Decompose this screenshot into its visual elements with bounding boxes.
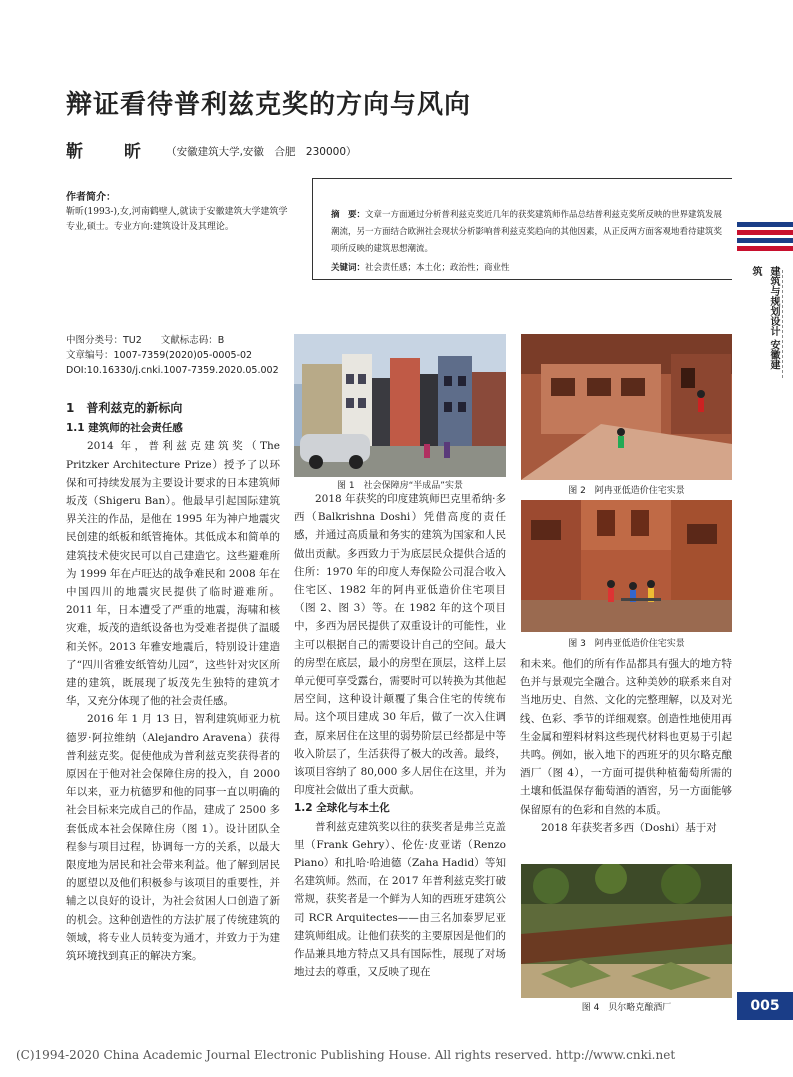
footer-copyright: (C)1994-2020 China Academic Journal Electronic Publishing House. All rights reserved. http://www.cnki.net [16,1048,676,1062]
section-heading: 1 普利兹克的新标向 [66,401,183,415]
journal-flag-icon [737,222,793,254]
abstract-box [312,178,732,280]
author-line [66,137,357,162]
flag-bar [737,230,793,235]
flag-bar [737,246,793,251]
author-bio [66,190,288,235]
article-metadata [66,333,288,378]
body-column-1 [66,399,280,965]
abstract [331,207,724,258]
abstract-text: 文章一方面通过分析普利兹克奖近几年的获奖建筑师作品总结普利兹克奖所反映的世界建筑发展潮流，另一方面结合欧洲社会现状分析影响普利兹克奖趋向的其他因素，从正反两方面客观地看待建筑奖项所反映的建筑思想潮流。 [331,210,723,254]
doi: DOI:10.16330/j.cnki.1007-7359.2020.05.002 [66,365,279,376]
subsection-heading: 1.2 全球化与本土化 [294,802,390,815]
paragraph: 2014 年，普利兹克建筑奖（The Pritzker Architecture Prize）授予了以环保和可持续发展为主要设计要求的日本建筑师坂茂（Shigeru Ban）。他最早引起国际建筑界关注的作品，是他在 1995 年为神户地震灾民创建的纸板和纸管掩体。其低成本和简单的建筑技术使灾民可以自己建造它。这些避难所为 1999 年在卢旺达的战争难民和 2008 年在中国四川的地震灾民提供了临时避难所。2011 年，日本遭受了严重的地震，海啸和核灾难，坂茂的造纸设备也为受难者提供了温暖和关怀。2013 年雅安地震后，特别设计建造了“四川省雅安纸管幼儿园”，这些针对灾区所建的建筑，既展现了坂茂先生独特的建筑才华，又充分体现了他的社会责任感。 [66,440,280,708]
article-title: 辩证看待普利兹克奖的方向与风向 [66,90,472,120]
body-column-2 [294,490,506,981]
figure-3-caption: 图 3 阿冉亚低造价住宅实景 [568,639,685,649]
figure-2-caption: 图 2 阿冉亚低造价住宅实景 [568,486,685,496]
side-divider [782,270,783,378]
figure-1-caption: 图 1 社会保障房“半成品”实景 [337,481,463,491]
flag-bar [737,222,793,227]
bio-heading: 作者简介： [66,192,116,203]
flag-bar [737,238,793,243]
body-column-3 [520,655,732,837]
figure-3-photo [521,500,732,632]
bio-text: 靳昕(1993-),女,河南鹤壁人,就读于安徽建筑大学建筑学专业,硕士。专业方向:建筑设计及其理论。 [66,207,288,232]
author-name: 靳 昕 [66,142,153,162]
abstract-label: 摘 要： [331,210,366,220]
paragraph-continued: 和未来。他们的所有作品都具有强大的地方特色并与景观完全融合。这种美妙的联系来自对当地历史、自然、文化的完整理解，以及对光线、色彩、季节的详细观察。创造性地使用再生金属和塑料材料这些现代材料也更易于引起共鸣。例如，嵌入地下的西班牙的贝尔略克酿酒厂（图 4），一方面可提供种植葡萄所需的土壤和低温保存葡萄酒的酒窖，另一方面能够保留原有的色彩和自然的本质。 [520,658,732,816]
figure-4-photo [521,864,732,998]
paragraph: 普利兹克建筑奖以往的获奖者是弗兰克盖里（Frank Gehry）、伦佐·皮亚诺（Renzo Piano）和扎哈·哈迪德（Zaha Hadid）等知名建筑师。然而，在 2017 年普利兹克奖打破常规，获奖者是一个鲜为人知的西班牙建筑公司 RCR Arquitectes——由三名加泰罗尼亚建筑师组成。让他们获奖的主要原因是他们的作品兼具地方特点又具有国际性，展现了对场地过去的尊重，又反映了现在 [294,820,506,979]
figure-4-caption: 图 4 贝尔略克酿酒厂 [581,1003,672,1013]
keywords-text: 社会责任感；本土化；政治性；商业性 [365,263,510,273]
article-number: 文章编号：1007-7359(2020)05-0005-02 [66,350,253,361]
figure-2-photo [521,334,732,480]
subsection-heading: 1.1 建筑师的社会责任感 [66,422,183,435]
page-number: 005 [737,992,793,1020]
paragraph: 2018 年获奖者多西（Doshi）基于对 [541,821,717,834]
keywords-label: 关键词： [331,263,366,273]
section-side-label: 建筑与规划设计 安徽建筑 [750,266,779,370]
keywords [331,260,724,277]
classification-line: 中图分类号：TU2 文献标志码：B [66,335,225,346]
paragraph: 2016 年 1 月 13 日，智利建筑师亚力杭德罗·阿拉维纳（Alejandro Aravena）获得普利兹克奖。促使他成为普利兹克奖获得者的原因在于他对社会保障住房的投入，自 2000 年以来，亚力杭德罗和他的同事一直以明确的社会目标来完成自己的作品，建成了 2500 多套低成本社会保障住房（图 1）。设计团队全程参与项目过程，协调每一方的关系，以最大限度地为居民和社会带来利益。他了解到居民的愿望以及他们积极参与该项目的重要性，并辅之以良好的设计，为社会贫困人口创造了新的机会。这种创造性的方法扩展了传统建筑的领域，将专业人员转变为通才，并致力于为建筑环境找到真正的解决方案。 [66,713,280,963]
figure-1-photo [294,334,506,477]
author-affiliation: （安徽建筑大学,安徽 合肥 230000） [166,146,357,158]
paragraph: 2018 年获奖的印度建筑师巴克里希纳·多西（Balkrishna Doshi）凭借高度的责任感，并通过高质量和务实的建筑为国家和人民做出贡献。多西致力于为底层民众提供合适的住所：1970 年的印度人寿保险公司混合收入住宅区、1982 年的阿冉亚低造价住宅项目（图 2、图 3）等。在 1982 年的这个项目中，多西为居民提供了双重设计的可能性，业主可以根据自己的需要设计自己的空间。最大的房型在底层，最小的房型在顶层，这样上层单元便可享受露台，需要时可以转换为其他起居空间，这种设计颠覆了集合住宅的传统布局。这个项目建成 30 年后，做了一次入住调查，原来居住在这里的弱势阶层已经都是中等收入阶层了，生活获得了极大的改善。最终，该项目容纳了 80,000 多人居住在这里，并为印度社会做出了重大贡献。 [294,493,506,797]
